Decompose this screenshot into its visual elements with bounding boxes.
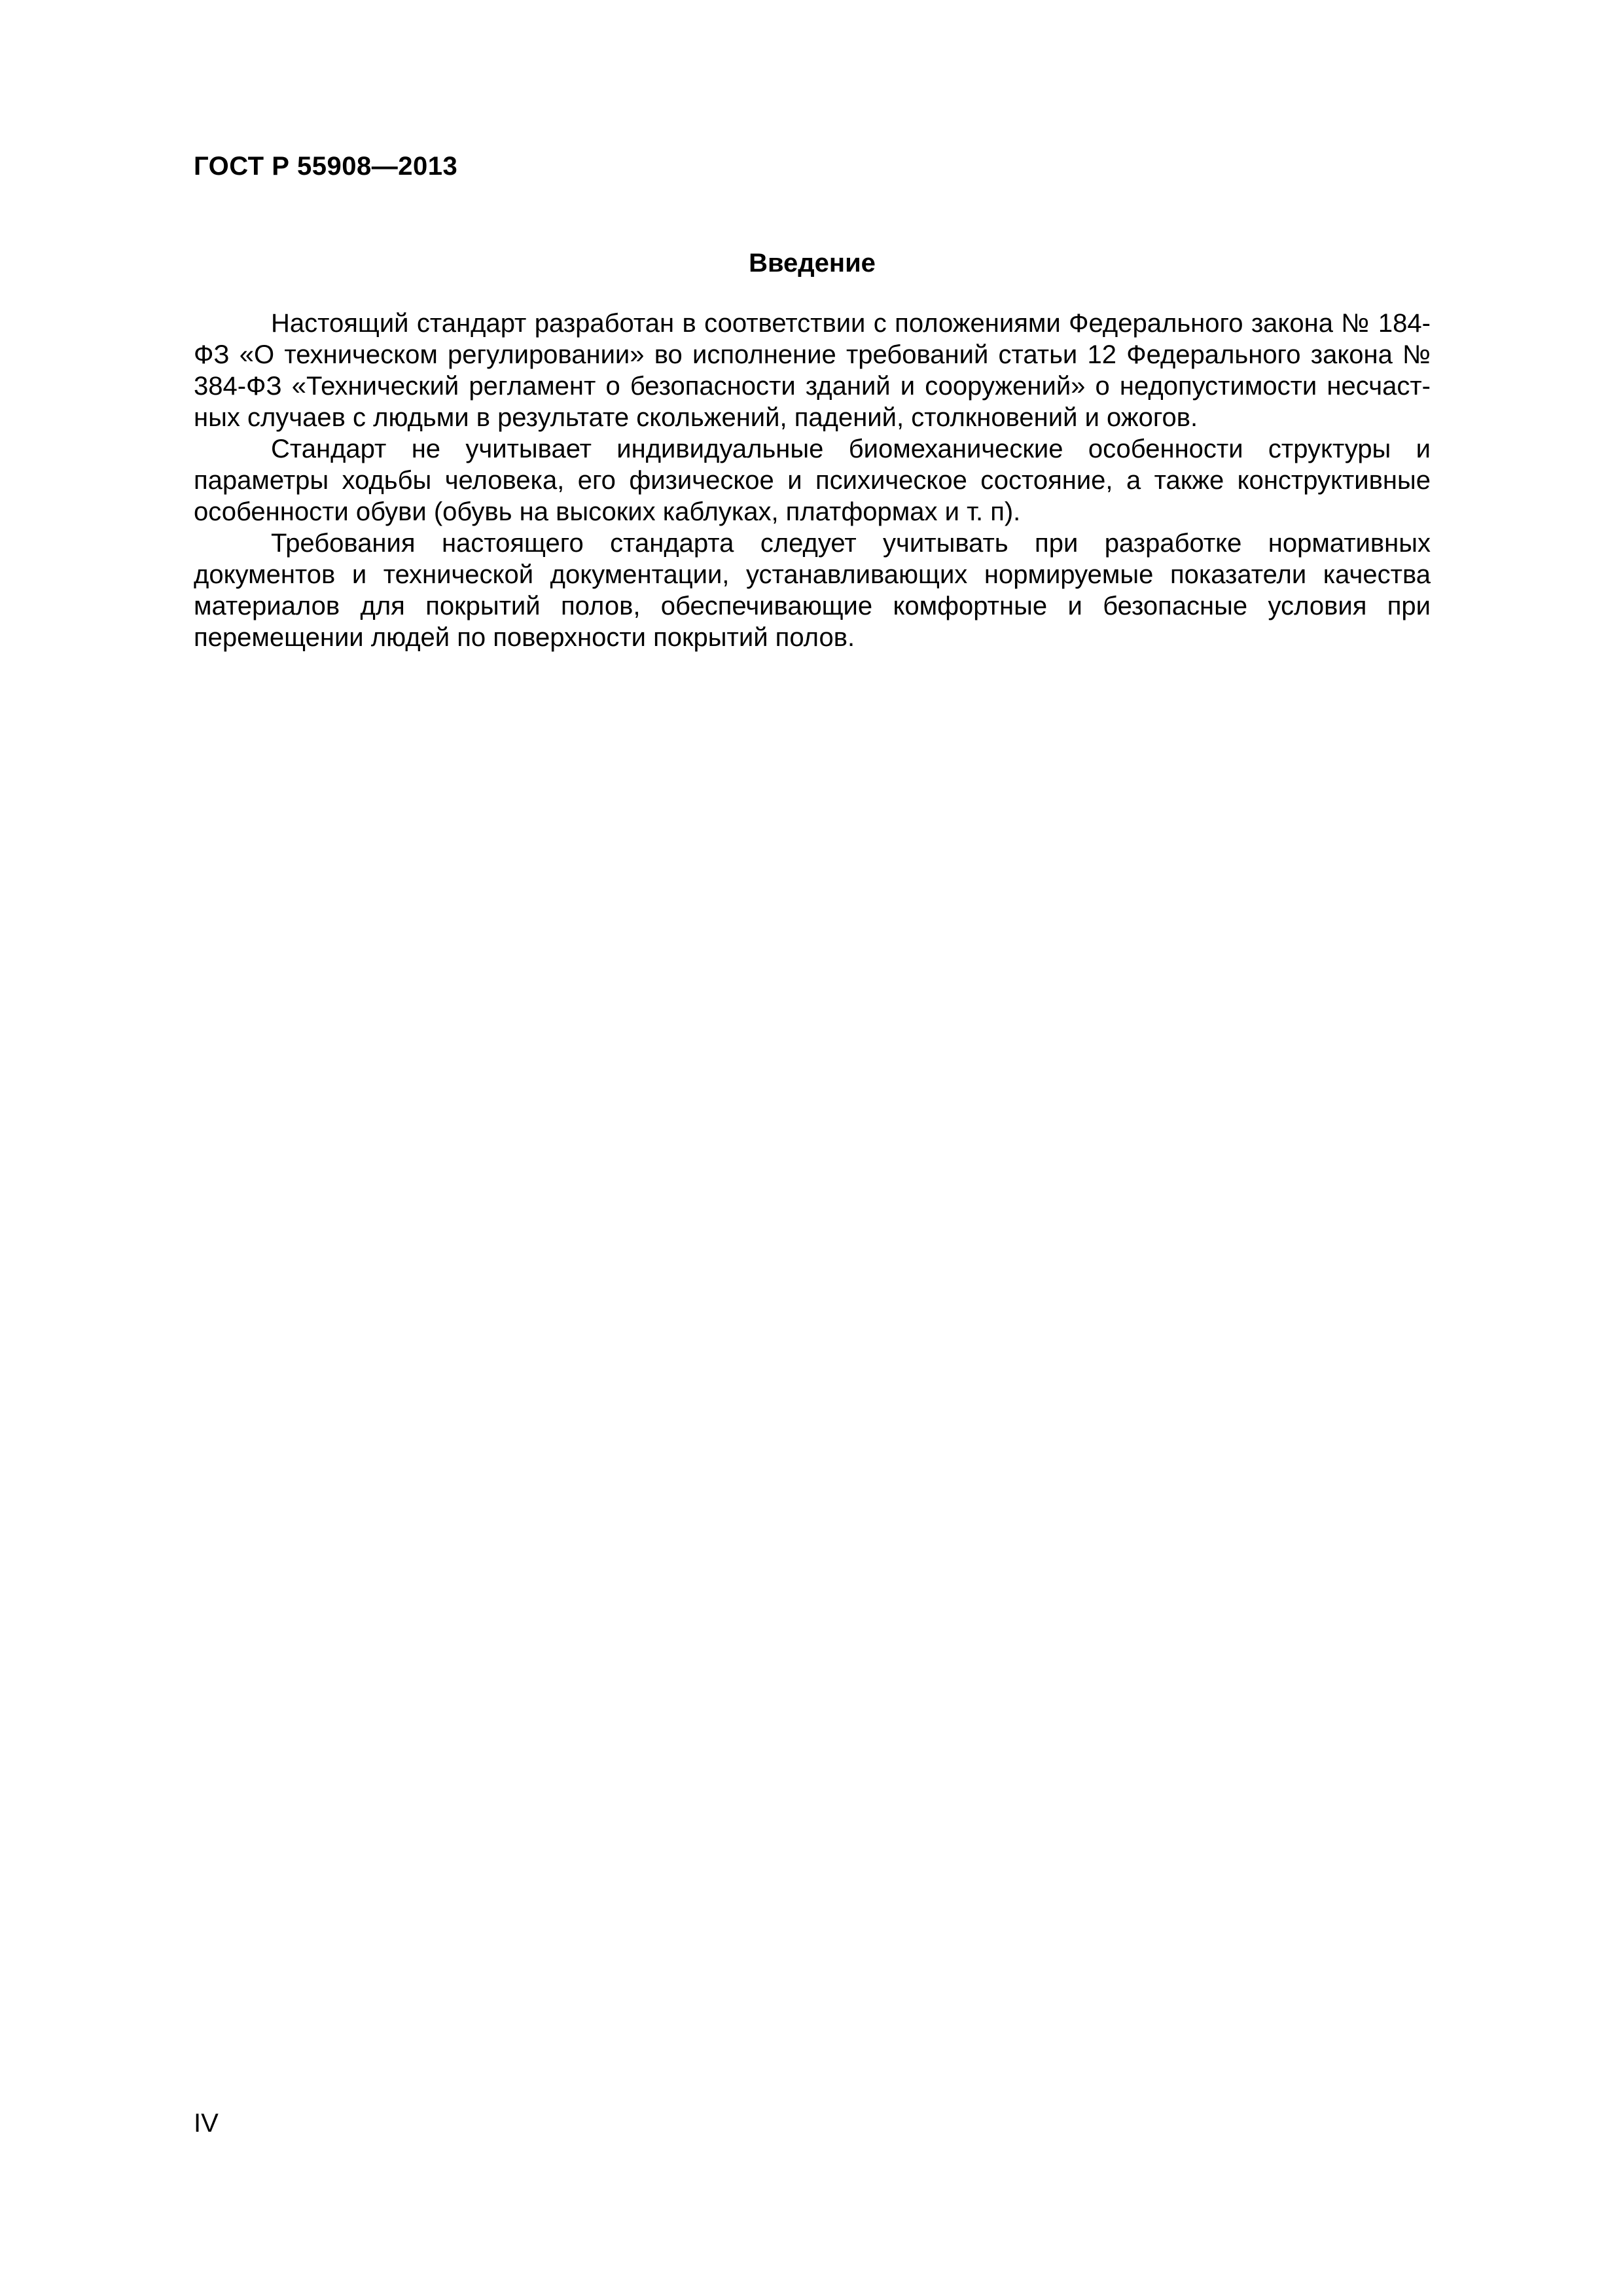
paragraph: Стандарт не учитывает индивидуальные биомеханические особенности структуры и параметры ходьбы человека, его физическое и психическое состояние, а также конструктивные особенности обуви (обувь на высоких каблуках, платформах и т. п). [194,435,1431,526]
page-number: IV [194,2109,219,2138]
body-text [194,308,1431,653]
document-code: ГОСТ Р 55908—2013 [194,152,458,181]
section-title: Введение [749,249,876,278]
paragraph: Требования настоящего стандарта следует учитывать при разработке нормативных документов и технической документации, устанавливающих нормируемые показатели качества материалов для покрытий полов, обеспечивающие комфортные и безопасные условия при перемещении людей по поверхности покрытий полов. [194,529,1431,652]
paragraph: Настоящий стандарт разработан в соответствии с положениями Федерального закона № 184-ФЗ «О техническом регулировании» во исполнение требований статьи 12 Федерального закона № 384-ФЗ «Технический регламент о безопасности зданий и сооружений» о недопустимости несчастных случаев с людьми в результате скольжений, падений, столкновений и ожогов. [194,309,1431,432]
